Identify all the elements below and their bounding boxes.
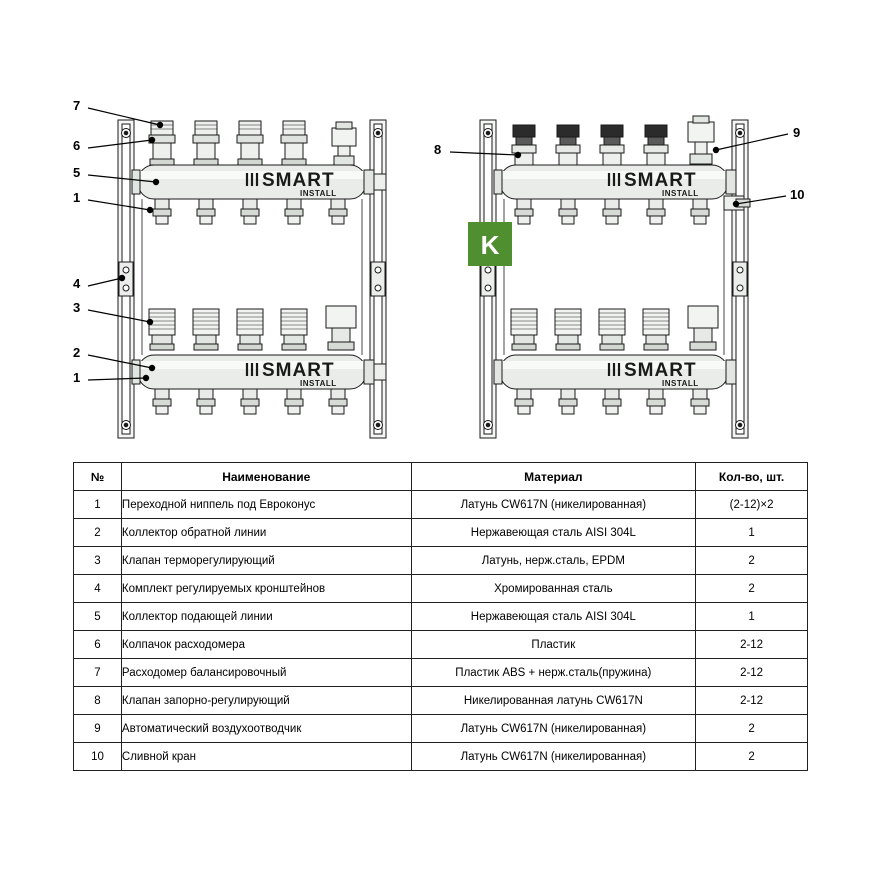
cell-material: Латунь CW617N (никелированная) (411, 743, 696, 771)
callout-8: 8 (434, 142, 442, 157)
cell-material: Никелированная латунь CW617N (411, 687, 696, 715)
cell-number: 6 (74, 631, 122, 659)
table-row (74, 519, 808, 547)
table-row (74, 659, 808, 687)
watermark-logo (468, 222, 512, 266)
cell-quantity: 2 (696, 575, 808, 603)
table-row (74, 743, 808, 771)
header-number: № (74, 463, 122, 491)
cell-quantity: 2 (696, 743, 808, 771)
svg-text:INSTALL: INSTALL (662, 189, 699, 198)
cell-number: 5 (74, 603, 122, 631)
svg-text:INSTALL: INSTALL (300, 189, 337, 198)
cell-name: Комплект регулируемых кронштейнов (121, 575, 411, 603)
callout-1-top: 1 (73, 190, 81, 205)
cell-material: Пластик (411, 631, 696, 659)
cell-name: Клапан терморегулирующий (121, 547, 411, 575)
cell-number: 3 (74, 547, 122, 575)
table-header-row (74, 463, 808, 491)
cell-number: 10 (74, 743, 122, 771)
svg-text:K: K (480, 230, 500, 260)
parts-table (73, 462, 808, 771)
cell-name: Сливной кран (121, 743, 411, 771)
cell-quantity: 2-12 (696, 659, 808, 687)
cell-name: Коллектор подающей линии (121, 603, 411, 631)
callout-4: 4 (73, 276, 81, 291)
cell-name: Коллектор обратной линии (121, 519, 411, 547)
cell-name: Расходомер балансировочный (121, 659, 411, 687)
header-material: Материал (411, 463, 696, 491)
table-row (74, 491, 808, 519)
svg-text:SMART: SMART (624, 360, 697, 381)
cell-quantity: 2 (696, 547, 808, 575)
cell-name: Переходной ниппель под Евроконус (121, 491, 411, 519)
header-quantity: Кол-во, шт. (696, 463, 808, 491)
callout-7: 7 (73, 98, 81, 113)
svg-text:SMART: SMART (624, 170, 697, 191)
table-row (74, 547, 808, 575)
cell-name: Автоматический воздухоотводчик (121, 715, 411, 743)
svg-text:SMART: SMART (262, 170, 335, 191)
callout-5: 5 (73, 165, 81, 180)
cell-material: Латунь CW617N (никелированная) (411, 491, 696, 519)
table-row (74, 687, 808, 715)
svg-text:INSTALL: INSTALL (662, 379, 699, 388)
cell-number: 9 (74, 715, 122, 743)
cell-number: 7 (74, 659, 122, 687)
header-name: Наименование (121, 463, 411, 491)
cell-quantity: 1 (696, 519, 808, 547)
cell-quantity: 2 (696, 715, 808, 743)
callout-1-bottom: 1 (73, 370, 81, 385)
table-row (74, 631, 808, 659)
cell-material: Пластик ABS + нерж.сталь(пружина) (411, 659, 696, 687)
cell-name: Колпачок расходомера (121, 631, 411, 659)
callout-3: 3 (73, 300, 81, 315)
cell-quantity: (2-12)×2 (696, 491, 808, 519)
cell-material: Нержавеющая сталь AISI 304L (411, 519, 696, 547)
parts-table-container (73, 462, 808, 771)
cell-number: 2 (74, 519, 122, 547)
callout-9: 9 (793, 125, 801, 140)
svg-text:SMART: SMART (262, 360, 335, 381)
cell-quantity: 2-12 (696, 687, 808, 715)
callout-6: 6 (73, 138, 81, 153)
cell-number: 8 (74, 687, 122, 715)
svg-text:INSTALL: INSTALL (300, 379, 337, 388)
table-row (74, 603, 808, 631)
callout-10: 10 (790, 187, 805, 202)
cell-material: Латунь CW617N (никелированная) (411, 715, 696, 743)
cell-quantity: 2-12 (696, 631, 808, 659)
cell-number: 1 (74, 491, 122, 519)
table-row (74, 575, 808, 603)
cell-number: 4 (74, 575, 122, 603)
cell-material: Хромированная сталь (411, 575, 696, 603)
table-row (74, 715, 808, 743)
cell-quantity: 1 (696, 603, 808, 631)
cell-name: Клапан запорно-регулирующий (121, 687, 411, 715)
cell-material: Латунь, нерж.сталь, EPDM (411, 547, 696, 575)
cell-material: Нержавеющая сталь AISI 304L (411, 603, 696, 631)
callout-2: 2 (73, 345, 81, 360)
